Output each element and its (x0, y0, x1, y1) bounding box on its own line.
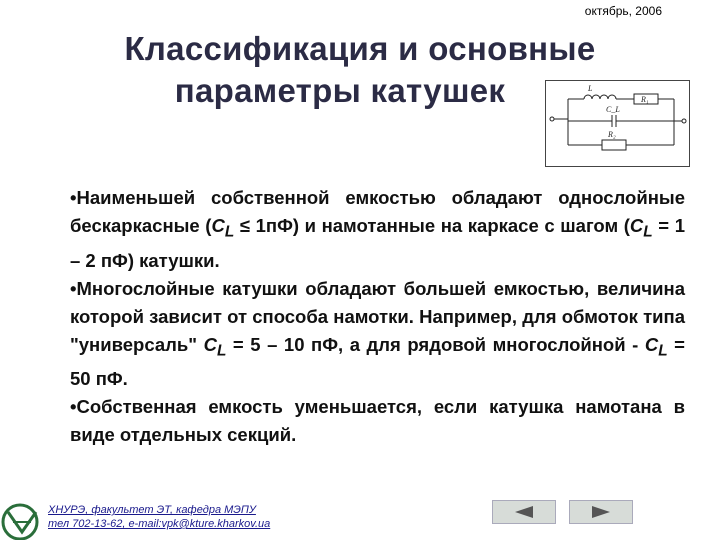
text-segment: = 5 – 10 пФ, а для рядовой многослойной - (226, 333, 645, 355)
triangle-left-icon (513, 505, 535, 519)
subscript-l: L (216, 342, 227, 360)
label-R2: R₂ (608, 130, 616, 139)
label-R1: R₁ (641, 95, 649, 104)
bullet-marker: • (70, 277, 77, 299)
footer-line-1[interactable]: ХНУРЭ, факультет ЭТ, кафедра МЭПУ (48, 504, 256, 516)
subscript-l: L (643, 223, 653, 241)
text-segment: = 1 – 2 пФ) катушки. (70, 215, 685, 271)
circuit-diagram (545, 80, 690, 167)
text-segment: Многослойные катушки обладают большей емкостью, величина которой зависит от способа намотки. Например, для обмоток типа "универсаль" (70, 277, 685, 355)
text-segment: = 50 пФ. (70, 333, 685, 390)
bullet-item-3 (70, 393, 685, 449)
previous-slide-button[interactable] (492, 500, 556, 524)
symbol-c: C (203, 333, 217, 355)
label-CL: C_L (606, 105, 620, 114)
symbol-c: C (644, 333, 659, 355)
text-segment: Наименьшей собственной емкостью обладают однослойные бескаркасные ( (70, 187, 685, 236)
title-line-1: Классификация и основные (124, 30, 596, 67)
title-line-2: параметры катушек (174, 72, 506, 109)
subscript-l: L (224, 223, 235, 241)
bullet-marker: • (70, 187, 77, 208)
next-slide-button[interactable] (569, 500, 633, 524)
symbol-c: C (211, 215, 225, 236)
footer-contact[interactable] (48, 503, 270, 531)
circuit-schematic (546, 81, 689, 166)
footer-line-2[interactable]: тел 702-13-62, e-mail:vpk@kture.kharkov.ua (48, 518, 271, 530)
date-label: октябрь, 2006 (584, 4, 662, 18)
bullet-marker: • (70, 396, 77, 418)
text-segment: Собственная емкость уменьшается, если катушка намотана в виде отдельных секций. (70, 396, 685, 446)
symbol-c: C (629, 215, 644, 236)
bullet-list (70, 184, 685, 449)
subscript-l: L (658, 342, 668, 360)
triangle-right-icon (590, 505, 612, 519)
bullet-item-2 (70, 275, 685, 394)
text-segment: ≤ 1пФ) и намотанные на каркасе с шагом ( (234, 215, 630, 236)
bullet-item-1 (70, 184, 685, 275)
label-L: L (588, 84, 593, 93)
university-logo-icon (0, 498, 44, 540)
